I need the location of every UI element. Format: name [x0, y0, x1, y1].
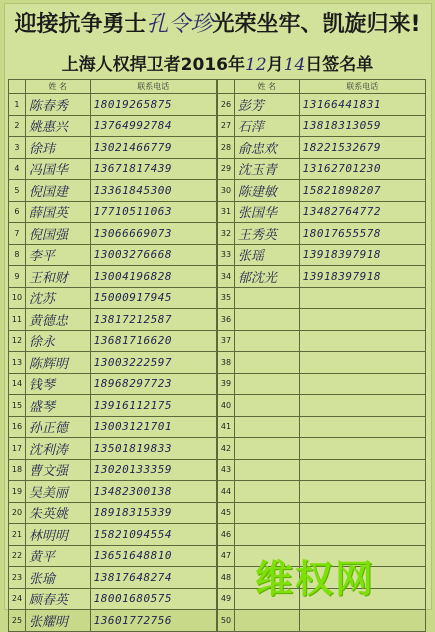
table-row — [9, 373, 217, 395]
row-name: 徐玮 — [28, 141, 55, 157]
header-number — [218, 80, 235, 94]
row-phone-cell — [90, 223, 216, 245]
row-phone: 18968297723 — [93, 377, 172, 391]
table-row — [9, 201, 217, 223]
row-name-cell — [234, 438, 299, 460]
row-name-cell — [234, 352, 299, 374]
row-number: 35 — [218, 287, 235, 309]
row-name: 曹文强 — [28, 464, 68, 480]
table-row — [218, 502, 426, 524]
table-row — [218, 94, 426, 116]
table-row — [218, 201, 426, 223]
row-name: 张耀明 — [28, 614, 68, 630]
table-row — [9, 244, 217, 266]
row-name-cell — [25, 459, 90, 481]
table-row — [218, 137, 426, 159]
row-number: 30 — [218, 180, 235, 202]
table-row — [9, 567, 217, 589]
row-number: 18 — [9, 459, 26, 481]
row-name-cell — [25, 567, 90, 589]
row-number: 21 — [9, 524, 26, 546]
row-phone: 13671817439 — [93, 162, 172, 176]
row-name-cell — [25, 223, 90, 245]
row-name-cell — [234, 373, 299, 395]
row-phone: 17710511063 — [93, 205, 172, 219]
subtitle-right: 日签名单 — [305, 55, 374, 75]
row-name-cell — [234, 223, 299, 245]
table-row — [218, 115, 426, 137]
table-row — [9, 588, 217, 610]
subtitle-mid: 月 — [266, 55, 284, 75]
row-name-cell — [25, 158, 90, 180]
table-header-row — [218, 80, 426, 94]
row-phone: 13004196828 — [93, 269, 172, 283]
row-number: 27 — [218, 115, 235, 137]
row-phone: 13162701230 — [302, 162, 381, 176]
table-row — [9, 158, 217, 180]
row-name: 朱英姚 — [28, 507, 68, 523]
row-phone-cell — [299, 524, 425, 546]
row-name-cell — [25, 545, 90, 567]
row-phone-cell — [90, 94, 216, 116]
row-name-cell — [25, 266, 90, 288]
row-name: 陈辉明 — [28, 356, 68, 372]
row-phone: 13482764772 — [302, 205, 381, 219]
table-row — [9, 545, 217, 567]
row-phone: 13501819833 — [93, 441, 172, 455]
row-name-cell — [25, 395, 90, 417]
row-name: 林明明 — [28, 528, 68, 544]
row-name: 徐永 — [28, 335, 55, 351]
row-name-cell — [25, 137, 90, 159]
row-phone-cell — [90, 481, 216, 503]
table-row — [218, 459, 426, 481]
table-row — [9, 309, 217, 331]
row-name: 沈利涛 — [28, 442, 68, 458]
row-number: 19 — [9, 481, 26, 503]
row-phone-cell — [90, 524, 216, 546]
row-phone: 18918315339 — [93, 506, 172, 520]
header-phone: 联系电话 — [299, 80, 425, 94]
row-number: 10 — [9, 287, 26, 309]
row-number: 48 — [218, 567, 235, 589]
row-phone: 15821094554 — [93, 527, 172, 541]
row-name: 薛国英 — [28, 206, 68, 222]
header-name: 姓 名 — [25, 80, 90, 94]
row-name-cell — [234, 481, 299, 503]
row-name-cell — [25, 330, 90, 352]
title-handwritten-name: 孔令珍 — [146, 12, 213, 37]
row-number: 49 — [218, 588, 235, 610]
row-name: 陈春秀 — [28, 98, 68, 114]
header-name: 姓 名 — [234, 80, 299, 94]
row-phone-cell — [90, 438, 216, 460]
row-phone: 18001680575 — [93, 592, 172, 606]
row-number: 26 — [218, 94, 235, 116]
row-phone-cell — [90, 416, 216, 438]
row-name: 张瑶 — [237, 249, 264, 265]
row-phone: 18017655578 — [302, 226, 381, 240]
title-left: 迎接抗争勇士 — [14, 12, 147, 37]
row-number: 29 — [218, 158, 235, 180]
row-number: 39 — [218, 373, 235, 395]
subtitle-left: 上海人权捍卫者2016年 — [61, 55, 246, 75]
row-name-cell — [234, 459, 299, 481]
row-phone-cell — [90, 330, 216, 352]
row-name: 钱琴 — [28, 378, 55, 394]
row-number: 32 — [218, 223, 235, 245]
row-phone-cell — [90, 352, 216, 374]
row-phone-cell — [90, 373, 216, 395]
row-phone-cell — [299, 352, 425, 374]
table-row — [218, 158, 426, 180]
row-number: 4 — [9, 158, 26, 180]
row-phone: 13003276668 — [93, 248, 172, 262]
row-name-cell — [25, 115, 90, 137]
table-header-row — [9, 80, 217, 94]
row-name: 张国华 — [237, 206, 277, 222]
row-phone-cell — [90, 459, 216, 481]
row-number: 23 — [9, 567, 26, 589]
row-name-cell — [234, 180, 299, 202]
row-name: 沈玉青 — [237, 163, 277, 179]
row-phone: 13818313059 — [302, 119, 381, 133]
row-phone-cell — [90, 395, 216, 417]
row-phone-cell — [299, 201, 425, 223]
row-phone: 18019265875 — [93, 97, 172, 111]
row-name-cell — [25, 287, 90, 309]
subtitle-month: 12 — [245, 55, 267, 75]
row-phone: 13916112175 — [93, 398, 172, 412]
table-row — [9, 352, 217, 374]
row-phone: 13817648274 — [93, 570, 172, 584]
row-phone-cell — [90, 287, 216, 309]
row-name: 黄平 — [28, 550, 55, 566]
row-phone-cell — [299, 287, 425, 309]
row-name-cell — [25, 481, 90, 503]
row-name: 孙正德 — [28, 421, 68, 437]
row-phone: 13651648810 — [93, 549, 172, 563]
row-number: 2 — [9, 115, 26, 137]
row-number: 12 — [9, 330, 26, 352]
table-row — [218, 416, 426, 438]
row-name: 彭芳 — [237, 98, 264, 114]
row-phone-cell — [299, 330, 425, 352]
row-name-cell — [25, 180, 90, 202]
row-name-cell — [25, 373, 90, 395]
row-phone-cell — [299, 137, 425, 159]
row-phone: 13020133359 — [93, 463, 172, 477]
row-name-cell — [25, 94, 90, 116]
table-row — [218, 373, 426, 395]
table-row — [9, 223, 217, 245]
row-name-cell — [234, 137, 299, 159]
row-name-cell — [25, 502, 90, 524]
row-number: 20 — [9, 502, 26, 524]
row-phone: 13066669073 — [93, 226, 172, 240]
row-name-cell — [234, 115, 299, 137]
row-number: 37 — [218, 330, 235, 352]
row-name: 顾春英 — [28, 593, 68, 609]
row-phone-cell — [299, 115, 425, 137]
table-row — [9, 266, 217, 288]
subtitle-day: 14 — [283, 55, 306, 75]
row-phone-cell — [299, 373, 425, 395]
row-name: 沈苏 — [28, 292, 55, 308]
table-row — [218, 309, 426, 331]
row-number: 46 — [218, 524, 235, 546]
row-phone-cell — [299, 309, 425, 331]
table-row — [9, 395, 217, 417]
row-phone-cell — [299, 94, 425, 116]
row-phone-cell — [90, 158, 216, 180]
table-row — [218, 330, 426, 352]
row-phone: 13166441831 — [302, 97, 381, 111]
row-number: 31 — [218, 201, 235, 223]
row-name-cell — [234, 524, 299, 546]
row-phone-cell — [299, 481, 425, 503]
row-name: 黄德忠 — [28, 313, 68, 329]
table-row — [218, 395, 426, 417]
row-phone-cell — [90, 545, 216, 567]
page-subtitle — [0, 50, 435, 75]
row-name-cell — [234, 395, 299, 417]
row-phone-cell — [90, 588, 216, 610]
row-name: 王秀英 — [237, 227, 277, 243]
row-phone-cell — [90, 137, 216, 159]
header-number — [9, 80, 26, 94]
row-phone: 13601772756 — [93, 613, 172, 627]
table-row — [218, 287, 426, 309]
row-number: 3 — [9, 137, 26, 159]
row-number: 5 — [9, 180, 26, 202]
row-phone: 13482300138 — [93, 484, 172, 498]
row-phone: 13764992784 — [93, 119, 172, 133]
row-phone-cell — [90, 567, 216, 589]
row-phone-cell — [299, 244, 425, 266]
row-name-cell — [234, 201, 299, 223]
table-row — [9, 287, 217, 309]
row-name: 倪国强 — [28, 227, 68, 243]
table-row — [218, 244, 426, 266]
row-number: 43 — [218, 459, 235, 481]
row-name: 冯国华 — [28, 163, 68, 179]
row-phone-cell — [90, 115, 216, 137]
row-name-cell — [234, 158, 299, 180]
row-name-cell — [25, 309, 90, 331]
signature-table-left — [8, 79, 217, 632]
row-phone: 18221532679 — [302, 140, 381, 154]
page-title — [0, 7, 435, 38]
row-number: 8 — [9, 244, 26, 266]
row-number: 34 — [218, 266, 235, 288]
table-row — [9, 502, 217, 524]
row-number: 45 — [218, 502, 235, 524]
row-phone-cell — [299, 459, 425, 481]
row-number: 33 — [218, 244, 235, 266]
row-phone-cell — [90, 502, 216, 524]
row-name: 王和财 — [28, 270, 68, 286]
row-name: 姚惠兴 — [28, 120, 68, 136]
table-row — [218, 223, 426, 245]
row-phone: 15000917945 — [93, 291, 172, 305]
row-name: 俞忠欢 — [237, 141, 277, 157]
row-phone-cell — [299, 158, 425, 180]
row-name: 张瑜 — [28, 571, 55, 587]
table-row — [218, 524, 426, 546]
row-phone-cell — [299, 416, 425, 438]
row-phone: 13021466779 — [93, 140, 172, 154]
row-name-cell — [25, 588, 90, 610]
row-name-cell — [234, 416, 299, 438]
row-name-cell — [234, 244, 299, 266]
table-row — [218, 438, 426, 460]
row-name: 吴美丽 — [28, 485, 68, 501]
title-right: 光荣坐牢、凯旋归来! — [212, 12, 421, 37]
table-row — [9, 180, 217, 202]
table-row — [218, 352, 426, 374]
row-phone-cell — [90, 244, 216, 266]
row-number: 44 — [218, 481, 235, 503]
row-number: 38 — [218, 352, 235, 374]
row-phone-cell — [299, 266, 425, 288]
row-phone: 13918397918 — [302, 269, 381, 283]
row-name-cell — [234, 266, 299, 288]
row-phone-cell — [299, 502, 425, 524]
row-phone: 15821898207 — [302, 183, 381, 197]
row-name: 石萍 — [237, 120, 264, 136]
header-phone: 联系电话 — [90, 80, 216, 94]
left-table-body — [9, 94, 217, 632]
row-number: 7 — [9, 223, 26, 245]
row-name-cell — [234, 94, 299, 116]
row-name-cell — [25, 201, 90, 223]
row-name: 盛琴 — [28, 399, 55, 415]
table-row — [9, 94, 217, 116]
row-phone: 13681716620 — [93, 334, 172, 348]
row-phone: 13918397918 — [302, 248, 381, 262]
row-number: 24 — [9, 588, 26, 610]
row-phone-cell — [299, 395, 425, 417]
row-phone-cell — [299, 180, 425, 202]
row-name-cell — [234, 502, 299, 524]
row-name-cell — [234, 287, 299, 309]
row-number: 36 — [218, 309, 235, 331]
row-name: 陈建敏 — [237, 184, 277, 200]
row-number: 25 — [9, 610, 26, 632]
row-phone-cell — [90, 266, 216, 288]
table-row — [9, 115, 217, 137]
row-phone: 13817212587 — [93, 312, 172, 326]
row-phone-cell — [299, 223, 425, 245]
row-phone: 13003222597 — [93, 355, 172, 369]
row-name: 李平 — [28, 249, 55, 265]
row-phone-cell — [90, 309, 216, 331]
table-row — [9, 330, 217, 352]
row-name-cell — [234, 309, 299, 331]
row-number: 28 — [218, 137, 235, 159]
row-name-cell — [25, 352, 90, 374]
table-row — [9, 137, 217, 159]
row-number: 42 — [218, 438, 235, 460]
row-number: 40 — [218, 395, 235, 417]
row-number: 50 — [218, 610, 235, 632]
row-name-cell — [25, 524, 90, 546]
table-row — [218, 180, 426, 202]
row-phone-cell — [90, 180, 216, 202]
table-row — [218, 481, 426, 503]
row-phone: 13003121701 — [93, 420, 172, 434]
row-phone-cell — [299, 438, 425, 460]
row-name: 倪国建 — [28, 184, 68, 200]
table-row — [9, 459, 217, 481]
table-row — [9, 524, 217, 546]
row-number: 13 — [9, 352, 26, 374]
table-row — [9, 481, 217, 503]
row-name-cell — [25, 244, 90, 266]
row-name-cell — [25, 416, 90, 438]
row-number: 15 — [9, 395, 26, 417]
table-row — [9, 438, 217, 460]
row-number: 1 — [9, 94, 26, 116]
watermark-logo: 维权网 — [255, 557, 376, 601]
row-number: 6 — [9, 201, 26, 223]
row-number: 16 — [9, 416, 26, 438]
row-number: 9 — [9, 266, 26, 288]
row-phone: 13361845300 — [93, 183, 172, 197]
row-phone-cell — [90, 201, 216, 223]
row-name-cell — [25, 438, 90, 460]
row-number: 47 — [218, 545, 235, 567]
row-number: 11 — [9, 309, 26, 331]
row-number: 17 — [9, 438, 26, 460]
row-number: 41 — [218, 416, 235, 438]
table-row — [9, 416, 217, 438]
row-number: 14 — [9, 373, 26, 395]
row-number: 22 — [9, 545, 26, 567]
row-name: 郁沈光 — [237, 270, 277, 286]
table-row — [218, 266, 426, 288]
row-name-cell — [234, 330, 299, 352]
